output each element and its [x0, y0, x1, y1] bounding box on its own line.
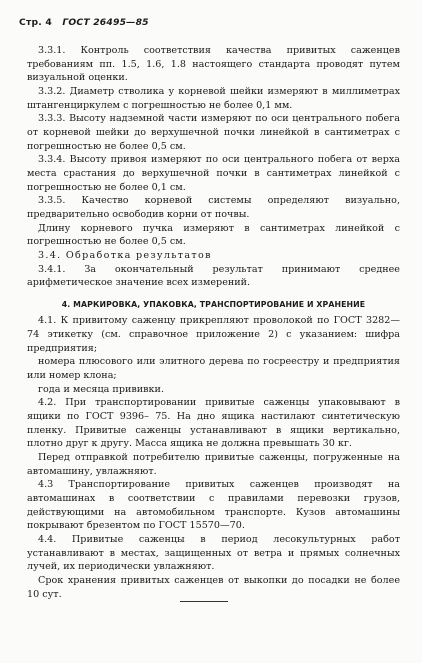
page-number: Стр. 4 — [19, 17, 52, 28]
paragraph-storage-term: Срок хранения привитых саженцев от выкопки до посадки не более 10 сут. — [27, 574, 400, 600]
end-rule — [180, 601, 228, 602]
subsection-3-4-title: 3.4. Обработка результатов — [38, 249, 212, 261]
paragraph-3-3-1: 3.3.1. Контроль соответствия качества привитых саженцев требованиям пп. 1.5, 1.6, 1.8 настоящего стандарта проводят путем визуальной оценки. — [27, 45, 400, 84]
paragraph-4-3: 4.3 Транспортирование привитых саженцев производят на автомашинах в соответствии с правилами перевозки грузов, действующими на автомобильном транспорте. Кузов автомашины покрывают брезентом по ГОСТ 15570—70. — [27, 479, 400, 532]
standard-designation: ГОСТ 26495—85 — [62, 17, 149, 28]
page-header — [19, 17, 156, 28]
paragraph-4-4: 4.4. Привитые саженцы в период лесокультурных работ устанавливают в местах, защищенных от ветра и прямых солнечных лучей, их периодически увлажняют. — [27, 533, 400, 573]
paragraph-root-length: Длину корневого пучка измеряют в сантиметрах линейкой с погрешностью не более 0,5 см. — [27, 222, 400, 248]
paragraph-3-3-3: 3.3.3. Высоту надземной части измеряют по оси центрального побега от корневой шейки до верхушечной почки линейкой в сантиметрах с погрешностью не более 0,5 см. — [27, 113, 400, 152]
paragraph-3-3-2: 3.3.2. Диаметр стволика у корневой шейки измеряют в миллиметрах штангенциркулем с погрешностью не более 0,1 мм. — [27, 85, 400, 111]
paragraph-4-2: 4.2. При транспортировании привитые саженцы упаковывают в ящики по ГОСТ 9396– 75. На дно ящика настилают синтетическую пленку. Привитые саженцы устанавливают в ящики вертикально, плотно друг к другу. Масса ящика не должна превышать 30 кг. — [27, 397, 400, 450]
paragraph-4-1: 4.1. К привитому саженцу прикрепляют проволокой по ГОСТ 3282—74 этикетку (см. справочное приложение 2) с указанием: шифра предприятия; — [27, 315, 400, 354]
paragraph-4-2-moistening: Перед отправкой потребителю привитые саженцы, погруженные на автомашину, увлажняют. — [27, 452, 400, 477]
section-4-title: 4. МАРКИРОВКА, УПАКОВКА, ТРАНСПОРТИРОВАНИЕ И ХРАНЕНИЕ — [61, 299, 366, 309]
paragraph-4-1-graft-date: года и месяца прививки. — [38, 383, 164, 395]
paragraph-4-1-tree-number: номера плюсового или элитного дерева по госреестру и предприятия или номер клона; — [27, 356, 400, 382]
document-body — [27, 44, 400, 601]
paragraph-3-3-5: 3.3.5. Качество корневой системы определяют визуально, предварительно освободив корни от почвы. — [27, 195, 400, 220]
paragraph-3-4-1: 3.4.1. За окончательный результат принимают среднее арифметическое значение всех измерений. — [27, 263, 400, 289]
paragraph-3-3-4: 3.3.4. Высоту привоя измеряют по оси центрального побега от верха места срастания до верхушечной почки в сантиметрах линейкой с погрешностью не более 0,1 см. — [27, 154, 400, 193]
